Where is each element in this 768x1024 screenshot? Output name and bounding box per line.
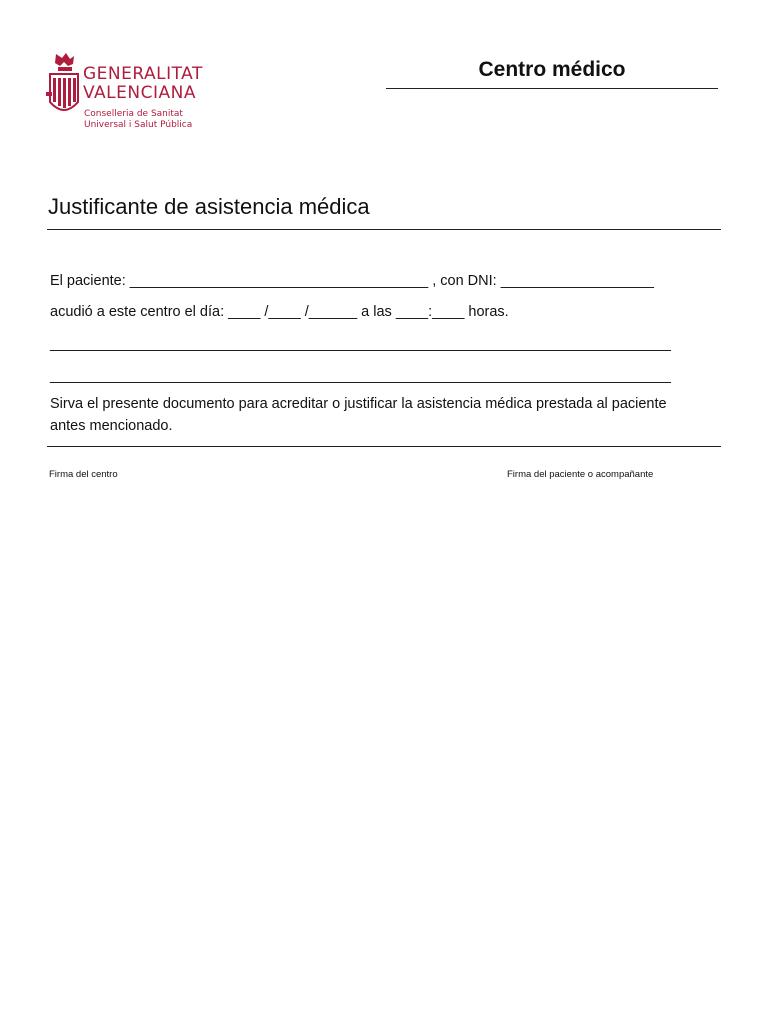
title-divider bbox=[47, 229, 721, 230]
blank-line-1[interactable]: _____________________________________________________________________________ bbox=[50, 336, 671, 352]
coat-of-arms-icon bbox=[46, 52, 82, 122]
statement-divider bbox=[47, 446, 721, 447]
logo-subtitle bbox=[84, 109, 192, 131]
patient-line[interactable]: El paciente: _____________________________________ , con DNI: ___________________ bbox=[50, 273, 654, 289]
document-title: Justificante de asistencia médica bbox=[48, 194, 370, 219]
logo-title-line-2: VALENCIANA bbox=[83, 83, 196, 103]
center-signature-label: Firma del centro bbox=[49, 469, 118, 480]
generalitat-logo bbox=[46, 52, 246, 134]
patient-signature-label: Firma del paciente o acompañante bbox=[507, 469, 654, 480]
center-name-line[interactable] bbox=[386, 88, 718, 89]
date-line[interactable]: acudió a este centro el día: ____ /____ /______ a las ____:____ horas. bbox=[50, 304, 509, 320]
logo-title bbox=[83, 65, 203, 103]
logo-subtitle-line-2: Universal i Salut Pública bbox=[84, 120, 193, 130]
logo-subtitle-line-1: Conselleria de Sanitat bbox=[84, 109, 183, 119]
logo-title-line-1: GENERALITAT bbox=[83, 64, 203, 84]
blank-line-2[interactable]: _____________________________________________________________________________ bbox=[50, 368, 671, 384]
statement-paragraph: Sirva el presente documento para acreditar o justificar la asistencia médica prestada al paciente antes mencionado. bbox=[50, 396, 667, 434]
center-title: Centro médico bbox=[478, 58, 626, 81]
